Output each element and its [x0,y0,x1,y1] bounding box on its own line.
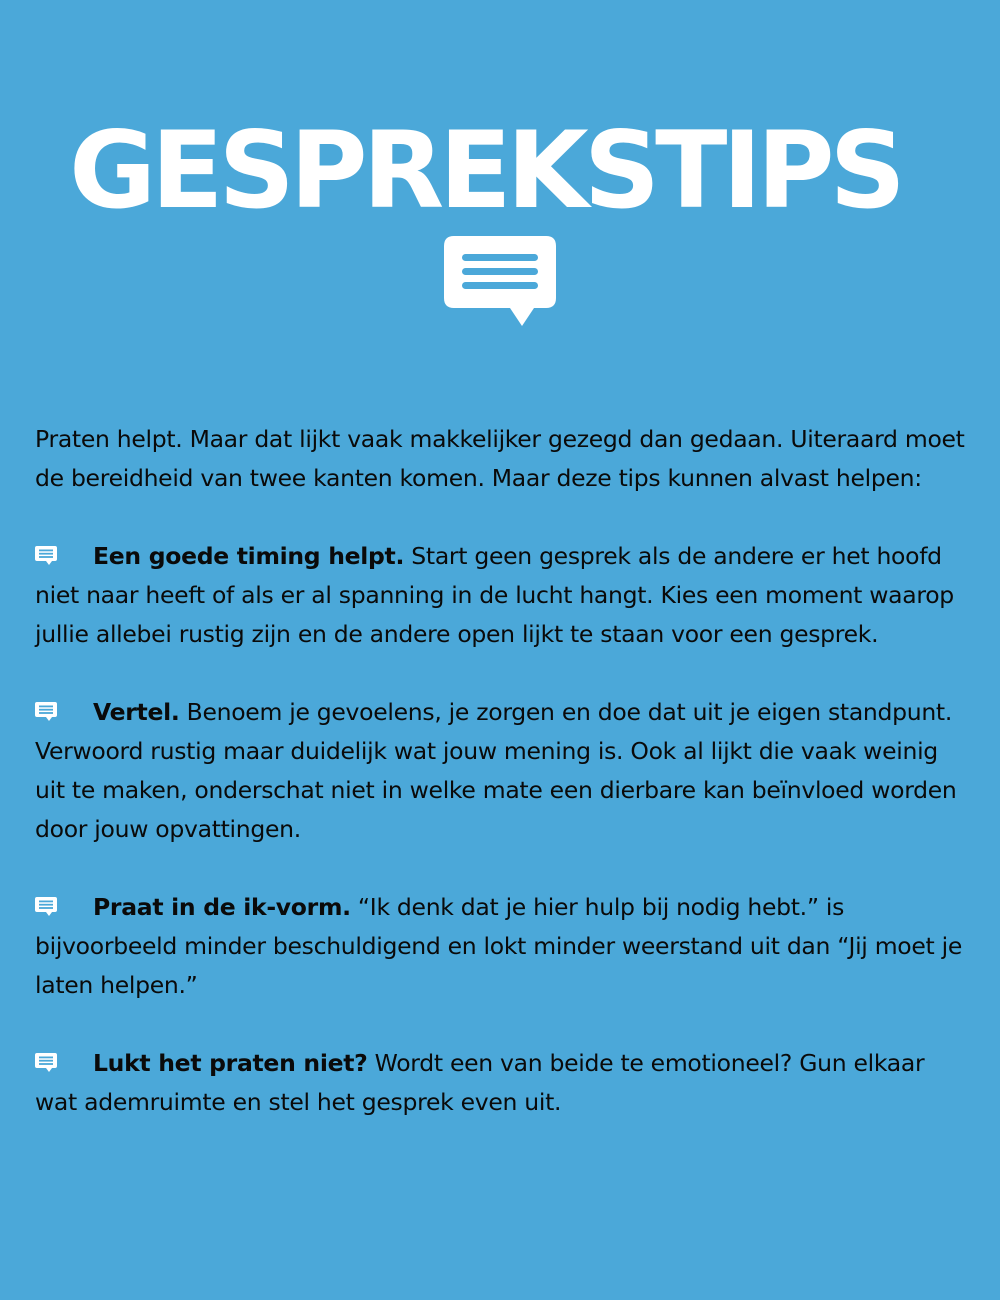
tip-title: Een goede timing helpt. [93,542,405,570]
tip-item [35,888,970,1005]
tip-title: Praat in de ik-vorm. [93,893,351,921]
chat-bubble-icon [35,1044,93,1083]
tip-text: “Ik denk dat je hier hulp bij nodig hebt.” is bijvoorbeeld minder beschuldigend en lokt minder weerstand uit dan “Jij moet je laten helpen.” [35,893,963,999]
page-title: GESPREKSTIPS [69,109,901,232]
tip-text: Wordt een van beide te emotioneel? Gun elkaar wat ademruimte en stel het gesprek even uit. [35,1049,925,1116]
tip-title: Lukt het praten niet? [93,1049,368,1077]
chat-bubble-icon [35,537,93,576]
chat-bubble-icon [35,888,93,927]
content [35,420,970,1161]
tip-item [35,537,970,654]
tip-text: Benoem je gevoelens, je zorgen en doe dat uit je eigen standpunt. Verwoord rustig maar duidelijk wat jouw mening is. Ook al lijkt die vaak weinig uit te maken, onderschat niet in welke mate een dierbare kan beïnvloed worden door jouw opvattingen. [35,698,957,843]
chat-bubble-icon [35,693,93,732]
tip-title: Vertel. [93,698,180,726]
tip-text: Start geen gesprek als de andere er het hoofd niet naar heeft of als er al spanning in de lucht hangt. Kies een moment waarop jullie allebei rustig zijn en de andere open lijkt te staan voor een gesprek. [35,542,954,648]
intro-text: Praten helpt. Maar dat lijkt vaak makkelijker gezegd dan gedaan. Uiteraard moet de bereidheid van twee kanten komen. Maar deze tips kunnen alvast helpen: [35,425,965,492]
chat-bubble-icon [444,236,556,328]
tip-item [35,693,970,849]
tip-item [35,1044,970,1122]
